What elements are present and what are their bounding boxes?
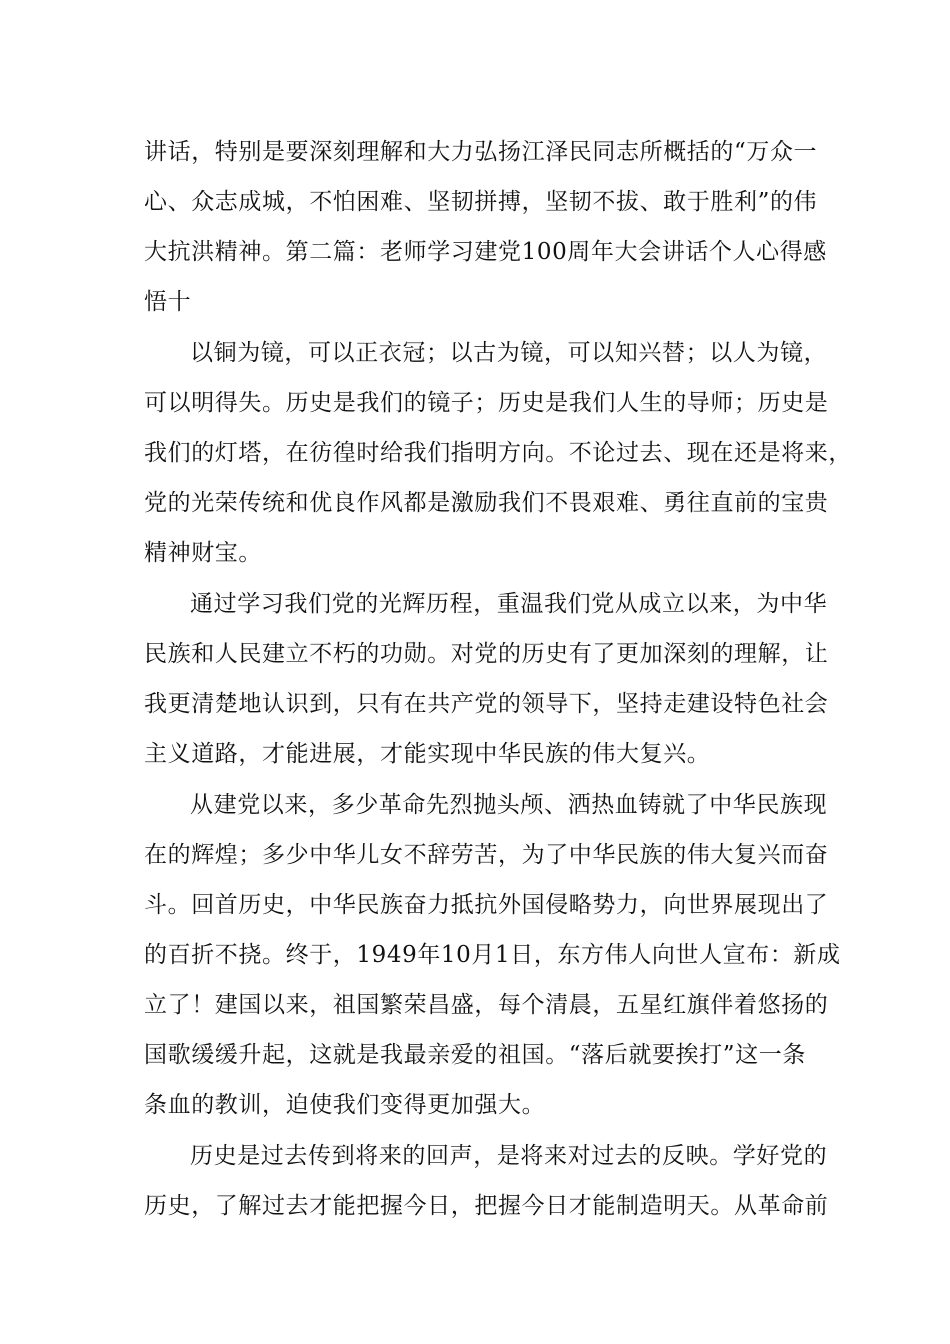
text-line: 我们的灯塔，在彷徨时给我们指明方向。不论过去、现在还是将来， xyxy=(144,440,852,466)
text-line: 可以明得失。历史是我们的镜子；历史是我们人生的导师；历史是 xyxy=(144,390,829,416)
text-line: 的百折不挠。终于，1949年10月1日，东方伟人向世人宣布：新成 xyxy=(144,942,841,968)
text-line: 精神财宝。 xyxy=(144,540,262,566)
text-line: 党的光荣传统和优良作风都是激励我们不畏艰难、勇往直前的宝贵 xyxy=(144,490,829,516)
text-line: 斗。回首历史，中华民族奋力抵抗外国侵略势力，向世界展现出了 xyxy=(144,892,829,918)
text-line: 悟十 xyxy=(144,289,192,315)
paragraph-first-line: 历史是过去传到将来的回声，是将来对过去的反映。学好党的 xyxy=(190,1143,828,1169)
text-line: 主义道路，才能进展，才能实现中华民族的伟大复兴。 xyxy=(144,741,711,767)
text-line: 讲话，特别是要深刻理解和大力弘扬江泽民同志所概括的“万众一 xyxy=(144,139,818,165)
text-line: 心、众志成城，不怕困难、坚韧拼搏，坚韧不拔、敢于胜利”的伟 xyxy=(144,189,818,215)
text-line: 历史，了解过去才能把握今日，把握今日才能制造明天。从革命前 xyxy=(144,1193,829,1219)
paragraph-first-line: 从建党以来，多少革命先烈抛头颅、洒热血铸就了中华民族现 xyxy=(190,792,828,818)
text-line: 大抗洪精神。第二篇：老师学习建党100周年大会讲话个人心得感 xyxy=(144,239,827,265)
text-line: 民族和人民建立不朽的功勋。对党的历史有了更加深刻的理解，让 xyxy=(144,641,829,667)
text-line: 立了！建国以来，祖国繁荣昌盛，每个清晨，五星红旗伴着悠扬的 xyxy=(144,992,829,1018)
text-line: 条血的教训，迫使我们变得更加强大。 xyxy=(144,1092,546,1118)
text-line: 国歌缓缓升起，这就是我最亲爱的祖国。“落后就要挨打”这一条 xyxy=(144,1042,806,1068)
paragraph-first-line: 以铜为镜，可以正衣冠；以古为镜，可以知兴替；以人为镜， xyxy=(190,340,828,366)
text-line: 我更清楚地认识到，只有在共产党的领导下，坚持走建设特色社会 xyxy=(144,691,829,717)
text-line: 在的辉煌；多少中华儿女不辞劳苦，为了中华民族的伟大复兴而奋 xyxy=(144,842,829,868)
paragraph-first-line: 通过学习我们党的光辉历程，重温我们党从成立以来，为中华 xyxy=(190,591,828,617)
